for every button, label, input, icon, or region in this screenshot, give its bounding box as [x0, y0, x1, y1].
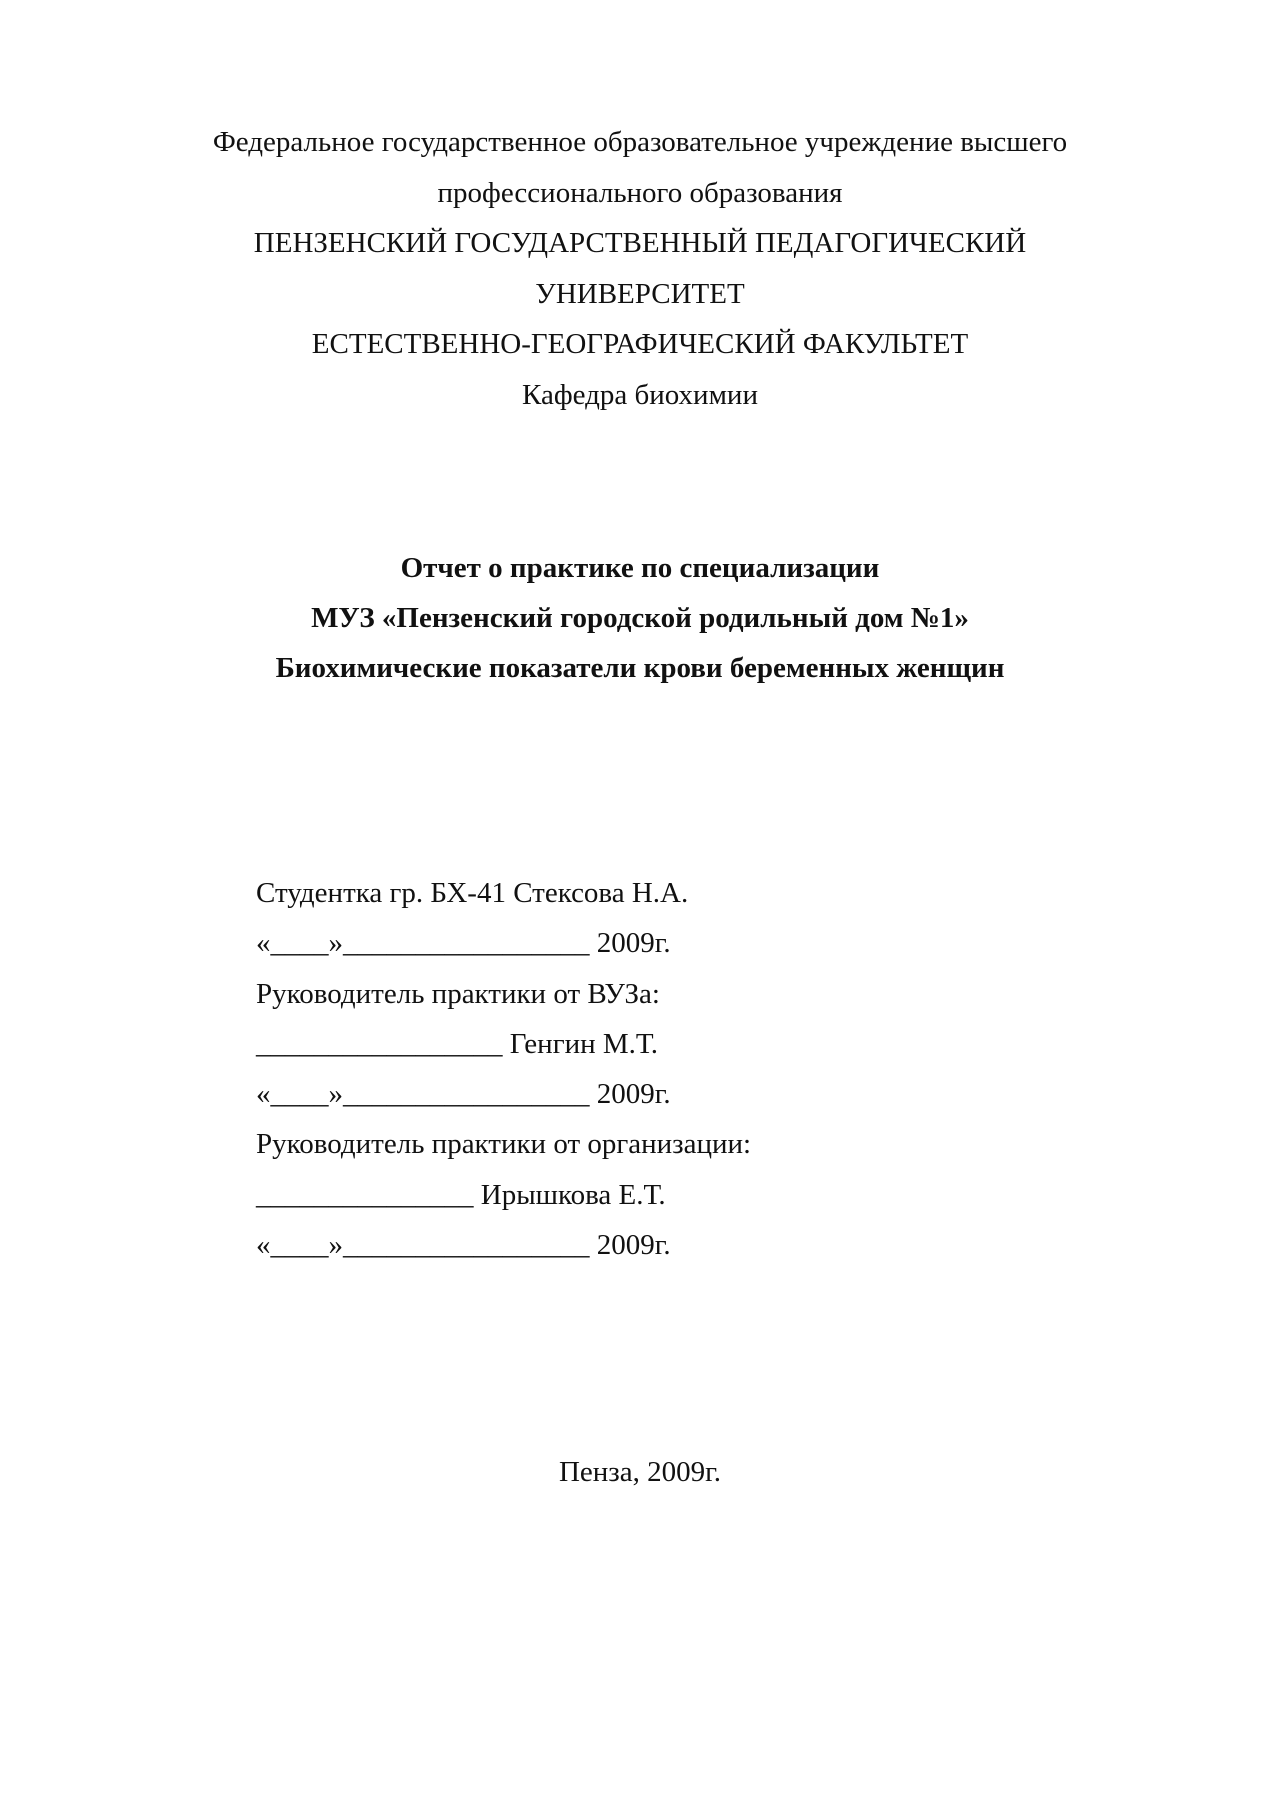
signature-block — [256, 868, 1056, 1270]
organization-supervisor-date-blank: «____»_________________ 2009г. — [256, 1229, 671, 1262]
student-name: Студентка гр. БХ-41 Стексова Н.А. — [256, 877, 689, 909]
federal-institution-line-2: профессионального образования — [437, 176, 843, 209]
faculty-name: ЕСТЕСТВЕННО-ГЕОГРАФИЧЕСКИЙ ФАКУЛЬТЕТ — [311, 328, 969, 360]
student-date-blank: «____»_________________ 2009г. — [256, 927, 671, 960]
report-title-line-3: Биохимические показатели крови беременных женщин — [275, 652, 1005, 684]
department-name: Кафедра биохимии — [522, 378, 758, 411]
university-supervisor-label: Руководитель практики от ВУЗа: — [256, 977, 660, 1010]
university-supervisor-signature: _________________ Генгин М.Т. — [256, 1027, 658, 1060]
report-title-line-2: МУЗ «Пензенский городской родильный дом №1» — [311, 602, 969, 634]
report-title — [0, 543, 1280, 693]
federal-institution-line-1: Федеральное государственное образовательное учреждение высшего — [212, 126, 1068, 158]
city-year: Пенза, 2009г. — [558, 1456, 722, 1488]
organization-supervisor-label: Руководитель практики от организации: — [256, 1128, 752, 1161]
report-title-line-1: Отчет о практике по специализации — [400, 552, 880, 584]
university-name-line-1: ПЕНЗЕНСКИЙ ГОСУДАРСТВЕННЫЙ ПЕДАГОГИЧЕСКИЙ — [253, 227, 1027, 259]
university-name-line-2: УНИВЕРСИТЕТ — [535, 277, 745, 310]
institution-header — [0, 117, 1280, 420]
university-supervisor-date-blank: «____»_________________ 2009г. — [256, 1078, 671, 1111]
organization-supervisor-signature: _______________ Ирышкова Е.Т. — [256, 1178, 666, 1211]
